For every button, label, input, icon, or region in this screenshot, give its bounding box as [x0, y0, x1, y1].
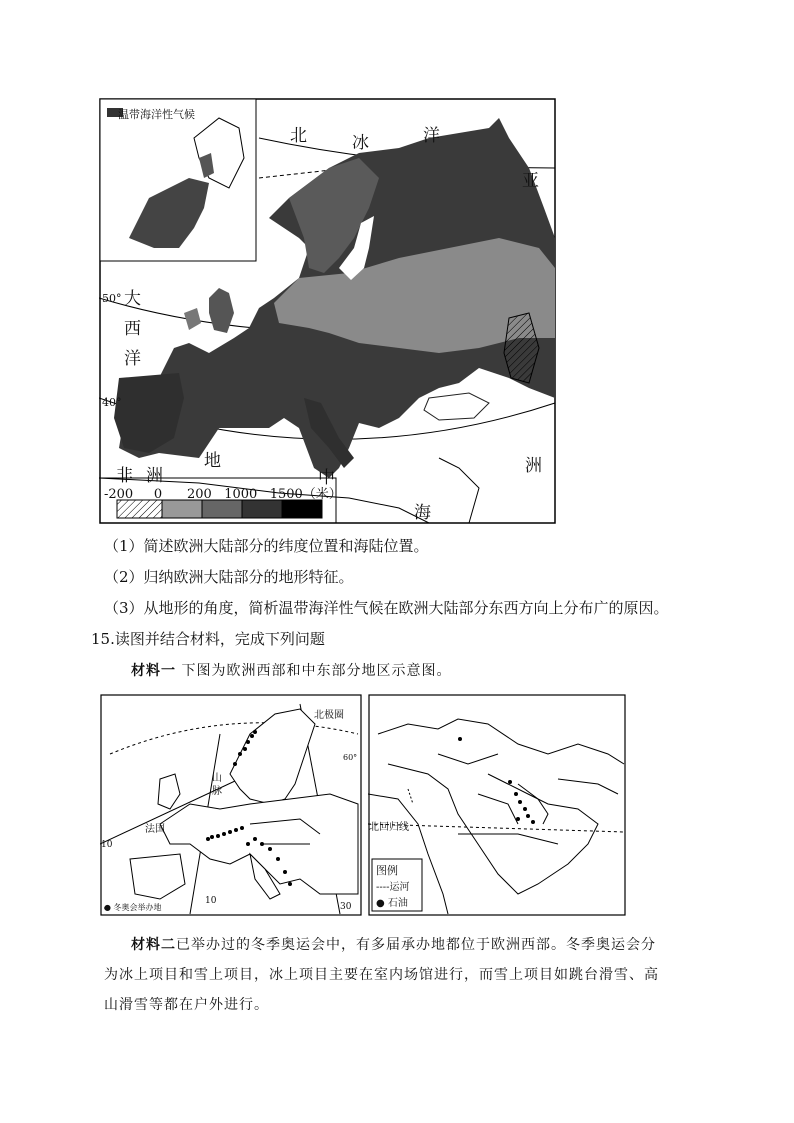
legend-title: 图例	[376, 864, 398, 877]
western-europe-map	[100, 694, 362, 916]
label-lon-30: 30	[340, 902, 352, 912]
olympic-legend: ● 冬奥会举办地	[104, 903, 162, 912]
label-lat50: 50°	[102, 292, 122, 305]
material-2-line1: 材料二已举办过的冬季奥运会中，有多届承办地都位于欧洲西部。冬季奥运会分	[131, 937, 656, 953]
material-2-line3: 山滑雪等都在户外进行。	[104, 997, 269, 1013]
question-3: （3）从地形的角度，简析温带海洋性气候在欧洲大陆部分东西方向上分布广的原因。	[104, 599, 669, 617]
label-shan: 山	[212, 773, 222, 784]
material-1-text: 下图为欧洲西部和中东部分地区示意图。	[181, 663, 452, 679]
elevation-scale: -200 0 200 1000 1500（米）	[104, 487, 342, 502]
label-bing: 冰	[352, 133, 369, 153]
europe-relief-map	[99, 98, 556, 524]
label-yang2: 洋	[124, 349, 141, 369]
canal-line-icon: ----	[376, 882, 390, 893]
question-1: （1）简述欧洲大陆部分的纬度位置和海陆位置。	[104, 537, 429, 555]
material-2-line2: 为冰上项目和雪上项目，冰上项目主要在室内场馆进行，而雪上项目如跳台滑雪、高	[104, 967, 659, 983]
label-xi: 西	[124, 319, 141, 339]
label-zhong: 中	[318, 468, 335, 488]
label-yang: 洋	[423, 126, 440, 146]
label-north: 北	[290, 126, 307, 146]
label-lon-10: 10	[205, 896, 217, 906]
legend-canal: ----运河	[376, 882, 410, 893]
question-15-title: 15.读图并结合材料，完成下列问题	[91, 630, 325, 648]
inset-legend-label: 温带海洋性气候	[118, 108, 195, 121]
label-arctic-circle: 北极圈	[314, 710, 344, 721]
label-hai: 海	[414, 503, 431, 523]
label-di: 地	[204, 451, 221, 471]
label-lat40: 40°	[102, 396, 122, 409]
label-tropic: 北回归线	[369, 822, 409, 833]
label-lat-10: 10	[101, 840, 113, 850]
material-1-head: 材料一	[131, 663, 176, 679]
label-fei: 非	[116, 466, 133, 486]
label-ya: 亚	[522, 171, 539, 191]
legend-oil: ● 石油	[376, 898, 408, 909]
label-zhou: 洲	[146, 466, 163, 486]
question-2: （2）归纳欧洲大陆部分的地形特征。	[104, 568, 354, 586]
label-france: 法国	[145, 824, 165, 835]
material-1	[131, 660, 451, 680]
material-2-head: 材料二	[131, 937, 176, 953]
label-zhou2: 洲	[525, 456, 542, 476]
oil-dot-icon: ●	[376, 898, 388, 909]
label-mai: 脉	[212, 786, 222, 797]
label-sixty: 60°	[343, 753, 358, 762]
label-da: 大	[124, 289, 141, 309]
